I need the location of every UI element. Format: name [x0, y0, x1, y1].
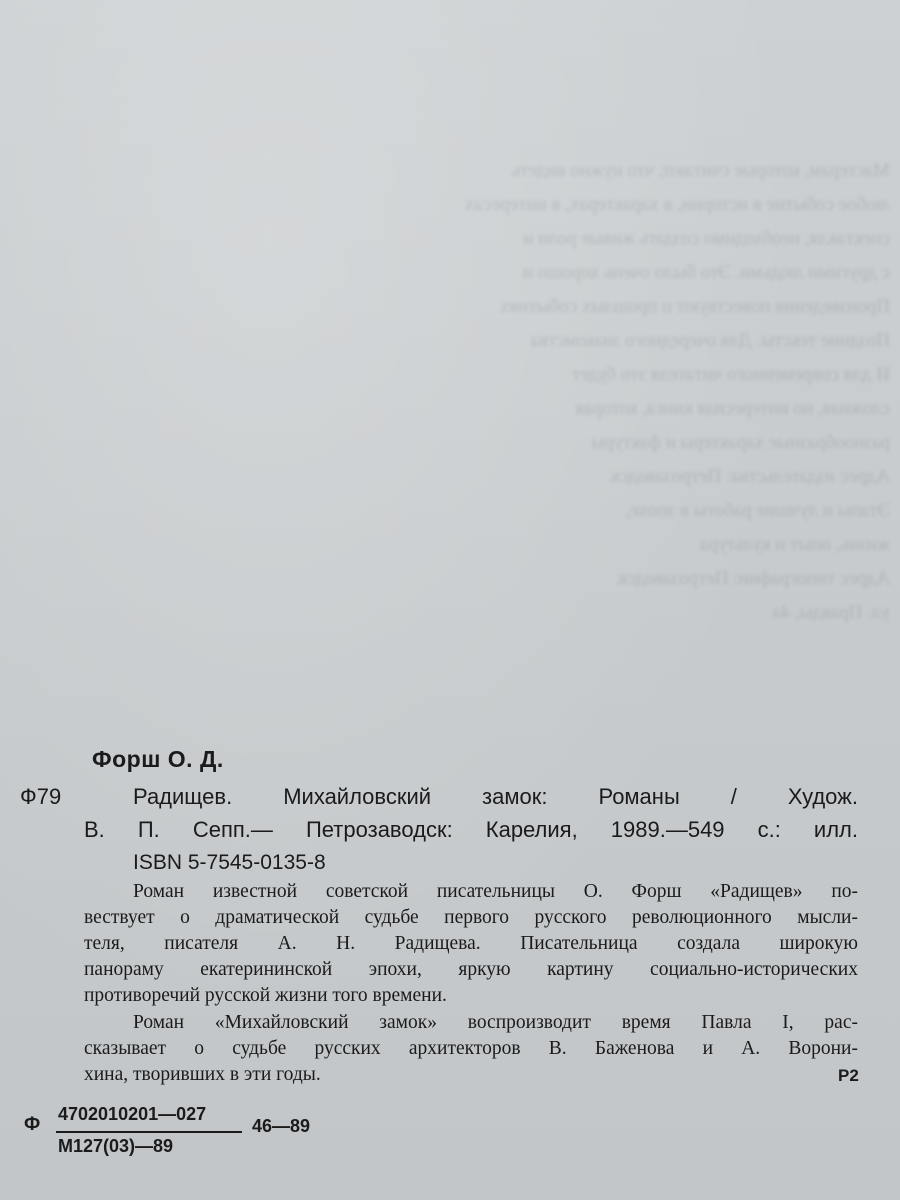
catalog-code: Ф79 — [20, 784, 62, 809]
author-heading: Форш О. Д. — [92, 746, 224, 772]
annotation-line: хина, творивших в эти годы. — [84, 1064, 321, 1085]
index-side: 46—89 — [252, 1116, 311, 1136]
index-letter: Ф — [24, 1114, 41, 1135]
annotation-line: панораму екатерининской эпохи, яркую картину социально-исторических — [84, 959, 858, 980]
annotation-line: вествует о драматической судьбе первого русского революционного мысли- — [84, 907, 858, 928]
show-through-text: Мастерам, которые считают, что нужно видеть любое событие в истории, в характерах, в интересах спектакля, необходимо создать живые роли и с другими людьми. Это было очень хорошо и Произведения повествуют о прошлых событиях Поздние тексты. Для очередного знакомства И для современного читателя это будет сложная, но интересная книга, которая разнообразные характеры и фактуры Адрес издательства: Петрозаводск Этапы и лучшие работы в эпохе, жизнь, опыт и культура Адрес типографии: Петрозаводск ул. Правды, 4а — [464, 160, 890, 623]
index-numerator: 4702010201—027 — [58, 1104, 207, 1124]
bib-line-publication: В. П. Сепп.— Петрозаводск: Карелия, 1989.—549 с.: илл. — [84, 817, 858, 842]
classification-code: Р2 — [838, 1066, 859, 1085]
index-denominator: М127(03)—89 — [58, 1136, 174, 1156]
annotation-line: противоречий русской жизни того времени. — [84, 985, 447, 1006]
annotation-line: Роман «Михайловский замок» воспроизводит время Павла I, рас- — [133, 1012, 858, 1033]
annotation-line: теля, писателя А. Н. Радищева. Писательница создала широкую — [84, 933, 858, 954]
bib-line-title: Радищев. Михайловский замок: Романы / Худож. — [133, 784, 858, 809]
isbn: ISBN 5-7545-0135-8 — [133, 851, 326, 874]
annotation-line: Роман известной советской писательницы О. Форш «Радищев» по- — [133, 881, 858, 902]
annotation-line: сказывает о судьбе русских архитекторов В. Баженова и А. Ворони- — [84, 1038, 858, 1059]
fraction-bar — [56, 1131, 242, 1133]
